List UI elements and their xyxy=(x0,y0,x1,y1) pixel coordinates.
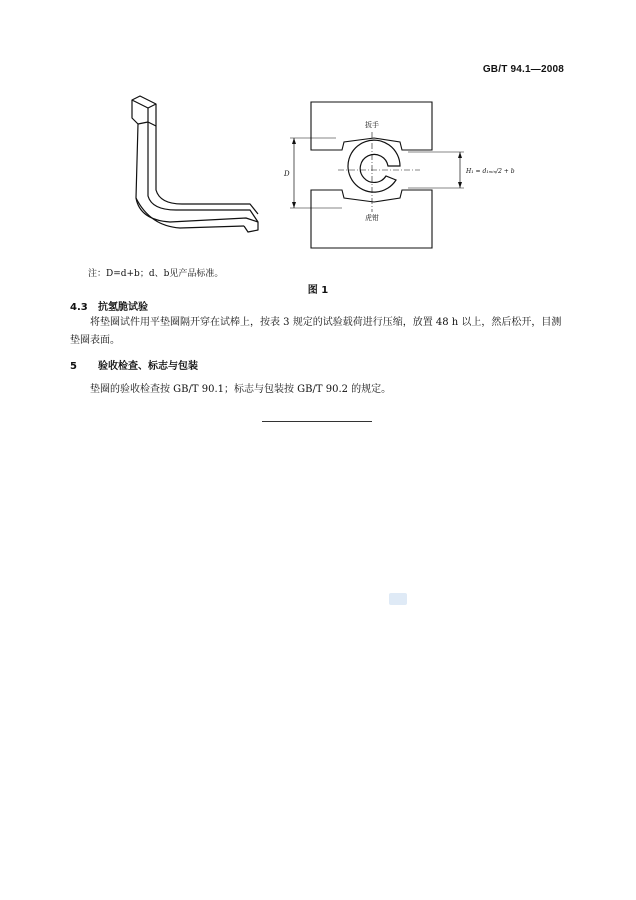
section-4-3-heading xyxy=(70,298,148,313)
figure-1 xyxy=(0,0,636,280)
section-5-body: 垫圈的验收检查按 GB/T 90.1；标志与包装按 GB/T 90.2 的规定。 xyxy=(90,384,392,395)
standard-number: GB/T 94.1—2008 xyxy=(482,64,564,75)
watermark-mark xyxy=(389,593,407,605)
end-rule xyxy=(262,421,372,422)
bent-washer-drawing xyxy=(132,96,258,232)
dimension-H1-label: H₁ = d₁ₘᵢₙ/2 + b xyxy=(466,168,515,175)
section-5-heading xyxy=(70,357,198,372)
section-4-3-number: 4.3 xyxy=(70,302,88,313)
section-5-number: 5 xyxy=(70,361,77,372)
figure-note: 注：D=d+b；d、b见产品标准。 xyxy=(88,269,224,279)
section-5-title: 验收检查、标志与包装 xyxy=(98,361,198,372)
section-4-3-title: 抗氢脆试验 xyxy=(98,302,148,313)
vise-label: 虎钳 xyxy=(365,214,379,222)
dimension-D-label: D xyxy=(284,170,290,178)
figure-caption: 图 1 xyxy=(307,285,329,296)
wrench-label: 扳手 xyxy=(365,121,379,129)
section-4-3-body: 将垫圈试件用平垫圈隔开穿在试棒上，按表 3 规定的试验载荷进行压缩，放置 48 h 以上，然后松开，目测垫圈表面。 xyxy=(70,317,562,346)
split-ring xyxy=(348,140,400,192)
